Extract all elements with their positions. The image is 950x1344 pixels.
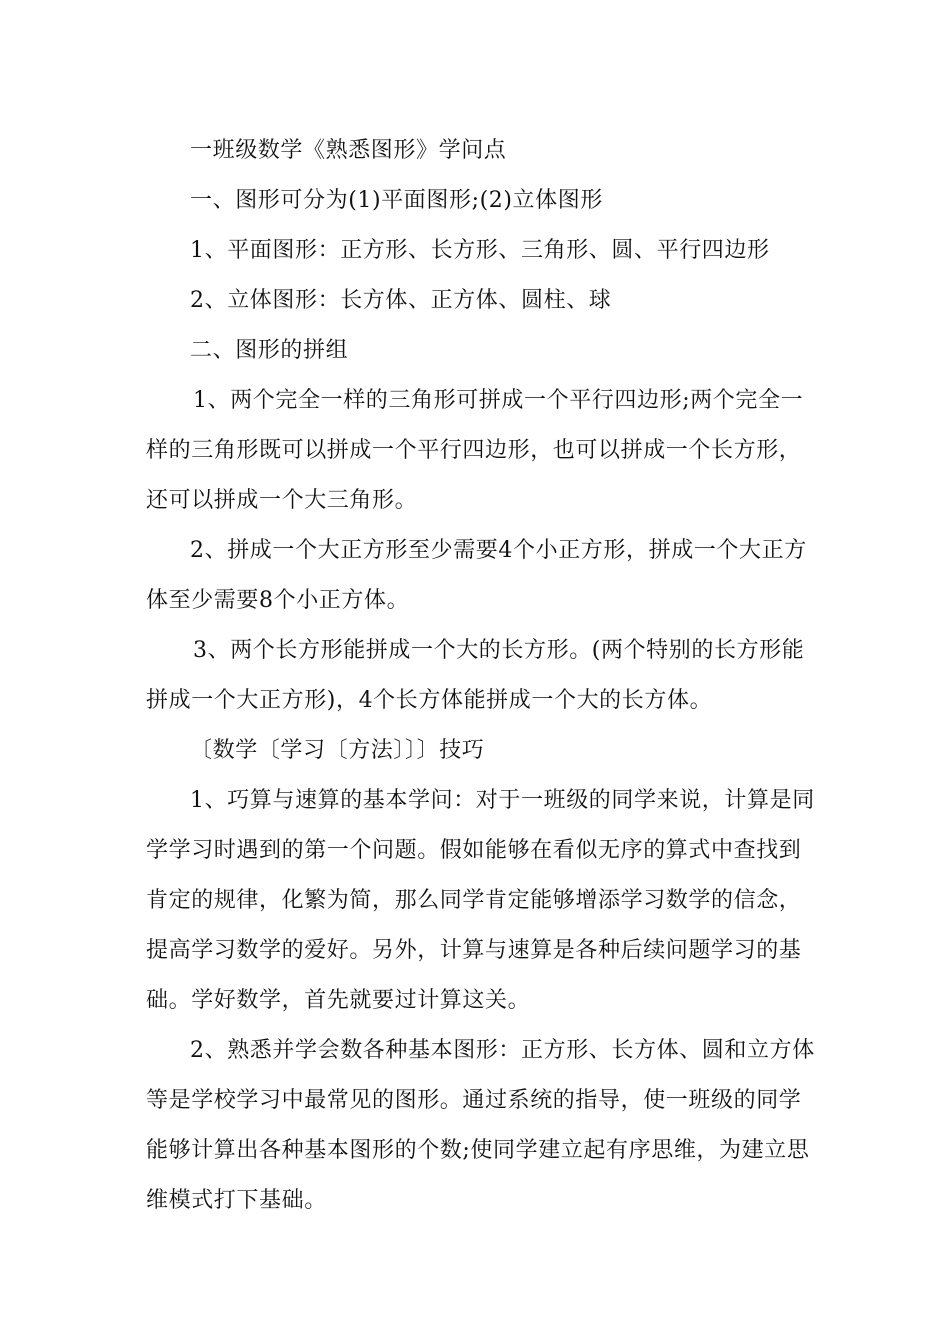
paragraph-line: 学学习时遇到的第一个问题。假如能够在看似无序的算式中查找到 — [146, 838, 802, 863]
paragraph-line: 还可以拼成一个大三角形。 — [146, 488, 418, 513]
section-heading-study-tips: 〔数学〔学习〔方法〕〕〕技巧 — [190, 738, 485, 763]
paragraph-line: 维模式打下基础。 — [146, 1188, 327, 1213]
paragraph-line: 提高学习数学的爱好。另外，计算与速算是各种后续问题学习的基 — [146, 938, 802, 963]
document-title: 一班级数学《熟悉图形》学问点 — [190, 138, 507, 163]
paragraph-line: 能够计算出各种基本图形的个数;使同学建立起有序思维，为建立思 — [146, 1138, 810, 1163]
paragraph-line: 体至少需要8个小正方体。 — [146, 588, 410, 613]
section-heading-shape-types: 一、图形可分为(1)平面图形;(2)立体图形 — [190, 188, 603, 213]
paragraph-line: 肯定的规律，化繁为简，那么同学肯定能够增添学习数学的信念， — [146, 888, 802, 913]
paragraph-line: 3、两个长方形能拼成一个大的长方形。(两个特别的长方形能 — [193, 638, 805, 663]
list-item-plane-shapes: 1、平面图形：正方形、长方形、三角形、圆、平行四边形 — [190, 238, 770, 263]
paragraph-line: 1、巧算与速算的基本学问：对于一班级的同学来说，计算是同 — [190, 788, 815, 813]
paragraph-line: 2、拼成一个大正方形至少需要4个小正方形，拼成一个大正方 — [190, 538, 807, 563]
paragraph-line: 1、两个完全一样的三角形可拼成一个平行四边形;两个完全一 — [193, 388, 804, 413]
paragraph-line: 样的三角形既可以拼成一个平行四边形，也可以拼成一个长方形， — [146, 438, 802, 463]
section-heading-shape-combining: 二、图形的拼组 — [190, 338, 349, 363]
list-item-solid-shapes: 2、立体图形：长方体、正方体、圆柱、球 — [190, 288, 612, 313]
paragraph-line: 等是学校学习中最常见的图形。通过系统的指导，使一班级的同学 — [146, 1088, 802, 1113]
paragraph-line: 拼成一个大正方形)，4个长方体能拼成一个大的长方体。 — [146, 688, 713, 713]
paragraph-line: 2、熟悉并学会数各种基本图形：正方形、长方体、圆和立方体 — [190, 1038, 815, 1063]
paragraph-line: 础。学好数学，首先就要过计算这关。 — [146, 988, 531, 1013]
